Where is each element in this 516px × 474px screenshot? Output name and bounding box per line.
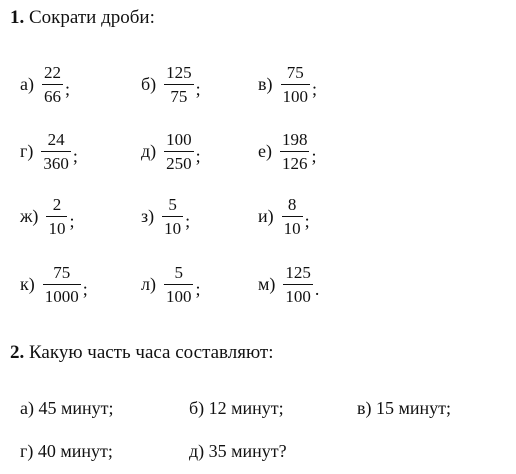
fraction-punctuation: ; [64, 79, 70, 99]
fraction [164, 63, 194, 106]
fraction-punctuation: ; [311, 146, 317, 166]
task-1-number: 1. [10, 7, 25, 28]
fraction-numerator: 125 [283, 263, 313, 285]
fraction [46, 195, 67, 238]
task-2-number: 2. [10, 342, 25, 363]
fraction-denominator: 10 [48, 218, 66, 238]
fraction-denominator: 100 [285, 286, 311, 306]
fraction-numerator: 75 [43, 263, 81, 285]
item-label: б) [141, 73, 157, 94]
fraction-item-e [258, 129, 317, 173]
fraction-item-v [258, 62, 317, 106]
fraction-denominator: 360 [43, 153, 69, 173]
answer-item-a: а) 45 минут; [20, 398, 114, 418]
fraction-numerator: 125 [164, 63, 194, 85]
fraction-item-g [20, 129, 78, 173]
fraction-item-b [141, 62, 201, 106]
fraction-denominator: 250 [166, 153, 192, 173]
fraction-denominator: 66 [43, 86, 61, 106]
fraction-numerator: 198 [280, 130, 310, 152]
task-1-title [10, 7, 155, 29]
item-label: ж) [20, 205, 39, 226]
item-label: е) [258, 140, 272, 161]
fraction-denominator: 100 [282, 86, 308, 106]
answer-item-d: д) 35 минут? [189, 441, 287, 461]
answer-item-v: в) 15 минут; [357, 398, 452, 418]
task-2-title [10, 342, 274, 364]
fraction-punctuation: ; [195, 279, 201, 299]
fraction-punctuation: ; [69, 211, 75, 231]
fraction-item-i [258, 194, 310, 238]
fraction-numerator: 2 [46, 195, 67, 217]
fraction-numerator: 100 [164, 130, 194, 152]
item-label: д) [141, 140, 157, 161]
task-2-text: Какую часть часа составляют: [29, 342, 274, 363]
fraction [281, 63, 311, 106]
task-1-text: Сократи дроби: [29, 7, 155, 28]
fraction-punctuation: ; [304, 211, 310, 231]
fraction [282, 195, 303, 238]
item-label: м) [258, 273, 276, 294]
fraction-punctuation: ; [82, 279, 88, 299]
item-label: и) [258, 205, 274, 226]
item-label: з) [141, 205, 155, 226]
fraction [43, 263, 81, 306]
item-label: г) [20, 140, 34, 161]
item-label: л) [141, 273, 156, 294]
item-label: а) [20, 73, 34, 94]
fraction [283, 263, 313, 306]
fraction [41, 130, 71, 173]
fraction [42, 63, 63, 106]
fraction-punctuation: ; [195, 79, 201, 99]
fraction [280, 130, 310, 173]
fraction-punctuation: . [314, 279, 320, 299]
fraction-punctuation: ; [185, 211, 191, 231]
fraction-item-a [20, 62, 70, 106]
fraction-numerator: 8 [282, 195, 303, 217]
fraction-denominator: 126 [281, 153, 308, 173]
fraction-item-z [141, 194, 190, 238]
fraction-numerator: 5 [164, 263, 194, 285]
fraction-numerator: 75 [281, 63, 311, 85]
fraction-denominator: 10 [283, 218, 301, 238]
fraction [162, 195, 183, 238]
fraction-punctuation: ; [195, 146, 201, 166]
fraction-punctuation: ; [312, 79, 318, 99]
item-label: к) [20, 273, 35, 294]
fraction-denominator: 100 [165, 286, 192, 306]
fraction-denominator: 10 [164, 218, 182, 238]
fraction-denominator: 75 [170, 86, 188, 106]
item-label: в) [258, 73, 273, 94]
fraction [164, 130, 194, 173]
fraction-numerator: 24 [41, 130, 71, 152]
fraction-numerator: 5 [162, 195, 183, 217]
fraction-denominator: 1000 [44, 286, 79, 306]
fraction-item-zh [20, 194, 74, 238]
fraction [164, 263, 194, 306]
fraction-item-d [141, 129, 201, 173]
fraction-item-l [141, 262, 201, 306]
fraction-punctuation: ; [72, 146, 78, 166]
answer-item-g: г) 40 минут; [20, 441, 113, 461]
answer-item-b: б) 12 минут; [189, 398, 284, 418]
fraction-item-m [258, 262, 319, 306]
fraction-item-k [20, 262, 88, 306]
fraction-numerator: 22 [42, 63, 63, 85]
